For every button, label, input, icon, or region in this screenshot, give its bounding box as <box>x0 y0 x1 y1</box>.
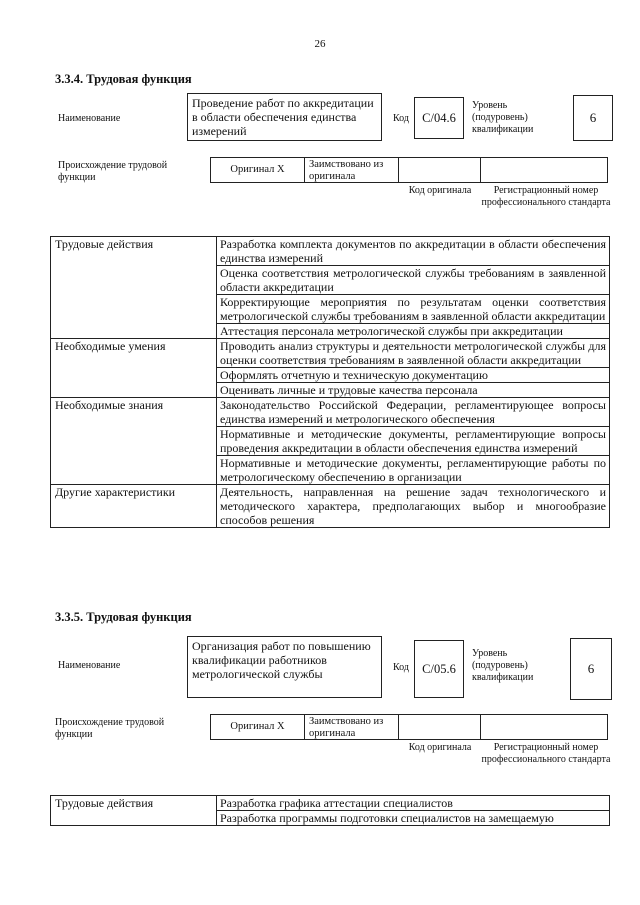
item-cell: Законодательство Российской Федерации, регламентирующее вопросы единства измерений и метрологического обеспечения <box>217 398 610 427</box>
original-cell: Оригинал X <box>210 158 305 182</box>
item-cell: Разработка программы подготовки специалистов на замещаемую <box>217 811 610 826</box>
level-label: Уровень (подуровень) квалификации <box>472 100 534 135</box>
function-name-box: Организация работ по повышению квалификации работников метрологической службы <box>187 636 382 698</box>
item-cell: Оценивать личные и трудовые качества персонала <box>217 383 610 398</box>
category-cell: Другие характеристики <box>51 485 217 528</box>
name-label: Наименование <box>58 113 121 124</box>
item-cell: Проводить анализ структуры и деятельности метрологической службы для оценки соответствия требованиям в заявленной области аккредитации <box>217 339 610 368</box>
origin-row <box>210 157 608 183</box>
table-row <box>51 796 610 811</box>
origin-row <box>210 714 608 740</box>
origin-label: Происхождение трудовой функции <box>55 717 165 740</box>
table-row <box>51 237 610 266</box>
reg-number-label: Регистрационный номер профессионального стандарта <box>481 185 611 208</box>
item-cell: Разработка графика аттестации специалистов <box>217 796 610 811</box>
item-cell: Нормативные и методические документы, регламентирующие вопросы проведения аккредитации в области обеспечения единства измерений <box>217 427 610 456</box>
borrowed-cell: Заимствовано из оригинала <box>305 158 399 182</box>
level-box: 6 <box>570 638 612 700</box>
page-number: 26 <box>314 38 326 50</box>
reg-number-cell <box>481 715 608 739</box>
origin-label: Происхождение трудовой функции <box>58 160 168 183</box>
category-cell: Необходимые умения <box>51 339 217 398</box>
code-box: C/04.6 <box>414 97 464 139</box>
reg-number-cell <box>481 158 608 182</box>
category-cell: Трудовые действия <box>51 796 217 826</box>
level-label: Уровень (подуровень) квалификации <box>472 648 534 683</box>
code-label: Код <box>393 113 409 124</box>
code-box: C/05.6 <box>414 640 464 698</box>
category-cell: Трудовые действия <box>51 237 217 339</box>
section-title: 3.3.4. Трудовая функция <box>55 72 192 86</box>
reg-number-label: Регистрационный номер профессионального стандарта <box>481 742 611 765</box>
code-original-label: Код оригинала <box>408 185 472 196</box>
function-name-box: Проведение работ по аккредитации в области обеспечения единства измерений <box>187 93 382 141</box>
level-box: 6 <box>573 95 613 141</box>
category-cell: Необходимые знания <box>51 398 217 485</box>
borrowed-cell: Заимствовано из оригинала <box>305 715 399 739</box>
code-label: Код <box>393 662 409 673</box>
item-cell: Нормативные и методические документы, регламентирующие работы по метрологическому обеспечению в организации <box>217 456 610 485</box>
item-cell: Аттестация персонала метрологической службы при аккредитации <box>217 324 610 339</box>
characteristics-table <box>50 795 610 826</box>
item-cell: Деятельность, направленная на решение задач технологического и методического характера, предполагающих выбор и многообразие способов решения <box>217 485 610 528</box>
original-cell: Оригинал X <box>210 715 305 739</box>
code-original-label: Код оригинала <box>408 742 472 753</box>
name-label: Наименование <box>58 660 121 671</box>
characteristics-table <box>50 236 610 528</box>
code-original-cell <box>399 715 481 739</box>
table-row <box>51 339 610 368</box>
table-row <box>51 398 610 427</box>
item-cell: Оформлять отчетную и техническую документацию <box>217 368 610 383</box>
item-cell: Разработка комплекта документов по аккредитации в области обеспечения единства измерений <box>217 237 610 266</box>
item-cell: Оценка соответствия метрологической службы требованиям в заявленной области аккредитации <box>217 266 610 295</box>
section-title: 3.3.5. Трудовая функция <box>55 610 192 624</box>
table-row <box>51 485 610 528</box>
item-cell: Корректирующие мероприятия по результатам оценки соответствия метрологической службы требованиям в заявленной области аккредитации <box>217 295 610 324</box>
code-original-cell <box>399 158 481 182</box>
